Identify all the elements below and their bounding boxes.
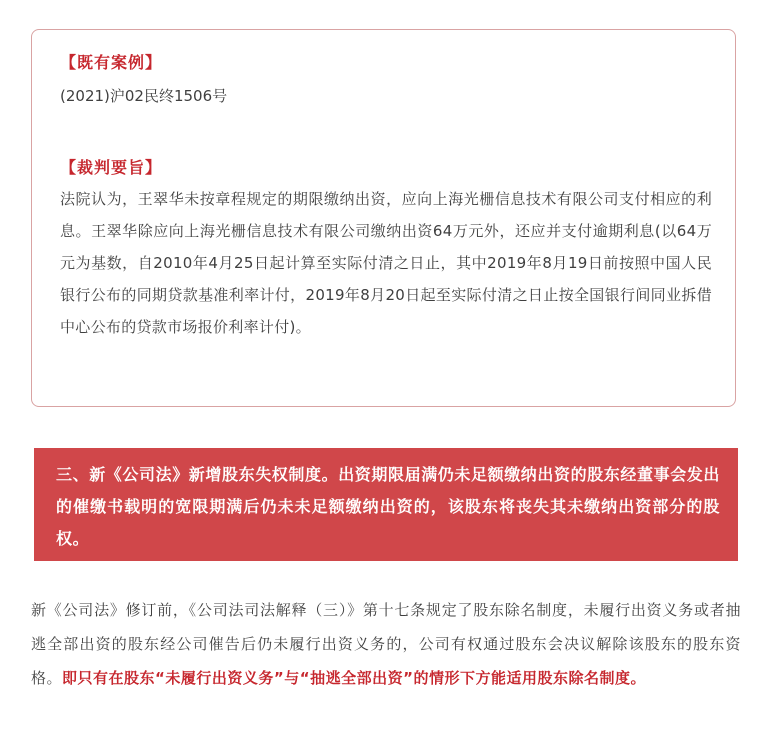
ruling-heading: 【裁判要旨】 — [60, 158, 163, 177]
section-banner — [34, 448, 738, 561]
body-paragraph — [31, 593, 741, 695]
case-box — [31, 29, 736, 407]
case-number: (2021)沪02民终1506号 — [60, 87, 228, 105]
banner-text: 三、新《公司法》新增股东失权制度。出资期限届满仍未足额缴纳出资的股东经董事会发出的催缴书载明的宽限期满后仍未未足额缴纳出资的，该股东将丧失其未缴纳出资部分的股权。 — [56, 465, 721, 548]
paragraph-text: 新《公司法》修订前，《公司法司法解释（三）》第十七条规定了股东除名制度，未履行出资义务或者抽逃全部出资的股东经公司催告后仍未履行出资义务的，公司有权通过股东会决议解除该股东的股东资格。 — [31, 601, 741, 687]
paragraph-emphasis: 即只有在股东“未履行出资义务”与“抽逃全部出资”的情形下方能适用股东除名制度。 — [62, 669, 646, 687]
existing-case-heading: 【既有案例】 — [60, 53, 163, 72]
ruling-text: 法院认为，王翠华未按章程规定的期限缴纳出资，应向上海光栅信息技术有限公司支付相应的利息。王翠华除应向上海光栅信息技术有限公司缴纳出资64万元外，还应并支付逾期利息(以64万元为基数，自2010年4月25日起计算至实际付清之日止，其中2019年8月19日前按照中国人民银行公布的同期贷款基准利率计付，2019年8月20日起至实际付清之日止按全国银行间同业拆借中心公布的贷款市场报价利率计付)。 — [60, 190, 712, 336]
